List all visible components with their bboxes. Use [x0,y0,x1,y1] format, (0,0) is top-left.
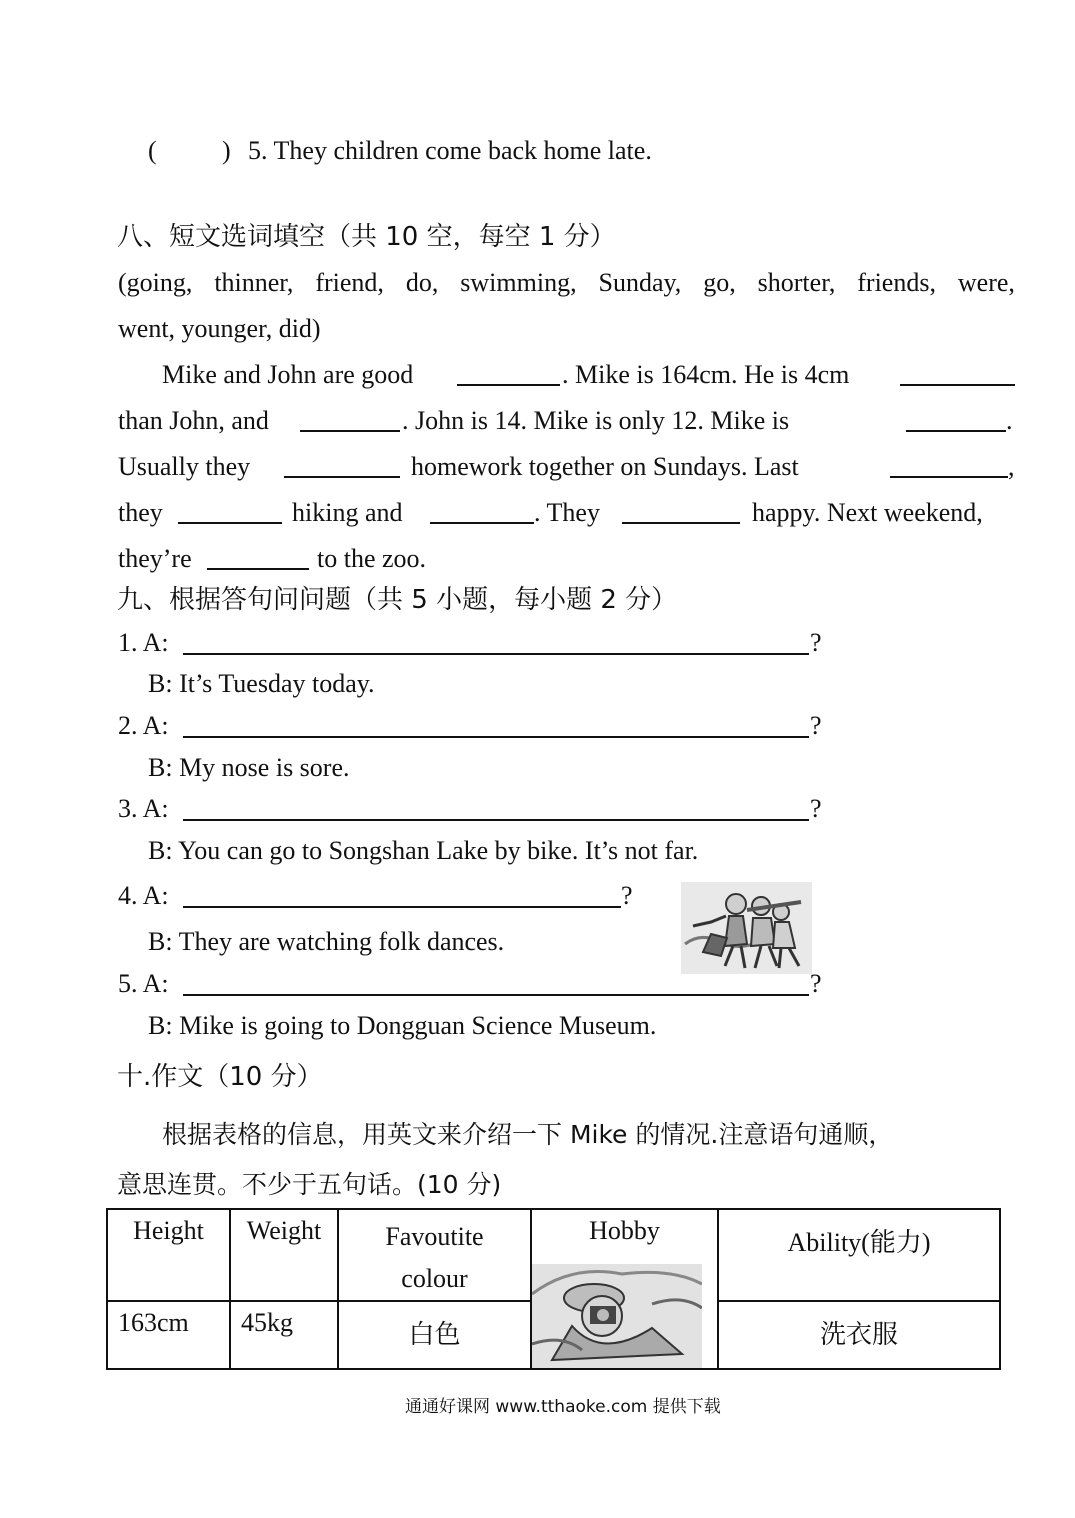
question-5-a-label: 5. A: [118,969,169,998]
answer-2-line[interactable] [183,736,809,738]
word-bank-line-2: went, younger, did) [118,314,321,343]
header-ability: Ability(能力) [718,1209,1000,1301]
passage-line-2a: than John, and [118,406,269,435]
word-bank-item: do, [405,268,439,297]
question-5-open-paren: ( [148,136,157,165]
question-5-close-paren: ) [222,136,231,165]
word-bank-item: friends, [857,268,936,297]
header-favourite-line-1: Favoutite [385,1222,484,1251]
passage-line-3c: , [1008,452,1015,481]
answer-1-line[interactable] [183,653,809,655]
question-3-a-label: 3. A: [118,794,169,823]
passage-line-3a: Usually they [118,452,251,481]
passage-line-1a: Mike and John are good [162,360,414,389]
section-9-heading: 九、根据答句问问题（共 5 小题，每小题 2 分） [117,585,678,615]
word-bank-item: shorter, [757,268,836,297]
blank-5[interactable] [284,476,400,478]
answer-4-line[interactable] [183,906,621,908]
word-bank-item: friend, [315,268,384,297]
header-favourite-colour [338,1209,531,1301]
hobby-label: Hobby [589,1216,660,1245]
answer-3-line[interactable] [183,819,809,821]
question-5-mark: ? [810,969,822,998]
header-weight: Weight [230,1209,338,1301]
section-8-heading: 八、短文选词填空（共 10 空，每空 1 分） [117,222,616,252]
question-4-mark: ? [621,881,633,910]
section-10-heading: 十.作文（10 分） [117,1062,323,1092]
passage-line-3b: homework together on Sundays. Last [411,452,799,481]
blank-8[interactable] [430,522,534,524]
question-3-answer: B: You can go to Songshan Lake by bike. It’s not far. [148,836,699,865]
word-bank-item: were, [957,268,1015,297]
question-4-a-label: 4. A: [118,881,169,910]
footer-credit: 通通好课网 www.tthaoke.com 提供下载 [405,1397,721,1417]
question-1-mark: ? [810,628,822,657]
word-bank-item: go, [703,268,736,297]
passage-line-4d: happy. Next weekend, [752,498,983,527]
mike-info-table [106,1208,1001,1370]
header-favourite-line-2: colour [401,1264,468,1293]
passage-line-4b: hiking and [292,498,403,527]
writing-instruction-line-2: 意思连贯。不少于五句话。(10 分) [117,1170,502,1199]
question-2-a-label: 2. A: [118,711,169,740]
header-height: Height [107,1209,230,1301]
word-bank-item: thinner, [214,268,294,297]
question-1-answer: B: It’s Tuesday today. [148,669,375,698]
passage-line-5a: they’re [118,544,192,573]
value-colour: 白色 [338,1301,531,1369]
passage-line-4a: they [118,498,163,527]
passage-line-1b: . Mike is 164cm. He is 4cm [562,360,850,389]
word-bank-line-1 [118,268,1015,298]
word-bank-item: (going, [118,268,193,297]
word-bank-item: swimming, [460,268,577,297]
photography-illustration [532,1264,702,1368]
answer-5-line[interactable] [183,994,809,996]
question-5-answer: B: Mike is going to Dongguan Science Museum. [148,1011,657,1040]
question-4-answer: B: They are watching folk dances. [148,927,505,956]
question-2-mark: ? [810,711,822,740]
folk-dance-illustration [681,882,812,974]
blank-2[interactable] [900,384,1015,386]
passage-line-2c: . [1006,406,1013,435]
writing-instruction-line-1: 根据表格的信息，用英文来介绍一下 Mike 的情况.注意语句通顺， [162,1120,894,1149]
blank-3[interactable] [300,430,400,432]
question-1-a-label: 1. A: [118,628,169,657]
blank-7[interactable] [178,522,282,524]
value-height: 163cm [107,1301,230,1369]
question-3-mark: ? [810,794,822,823]
header-hobby [531,1209,718,1369]
blank-6[interactable] [890,476,1008,478]
question-2-answer: B: My nose is sore. [148,753,350,782]
passage-line-2b: . John is 14. Mike is only 12. Mike is [402,406,790,435]
question-5-text: 5. They children come back home late. [248,136,652,165]
blank-9[interactable] [622,522,740,524]
blank-1[interactable] [457,384,560,386]
passage-line-4c: . They [534,498,600,527]
word-bank-item: Sunday, [598,268,682,297]
passage-line-5b: to the zoo. [317,544,427,573]
value-ability: 洗衣服 [718,1301,1000,1369]
blank-10[interactable] [207,568,309,570]
value-weight: 45kg [230,1301,338,1369]
blank-4[interactable] [906,430,1006,432]
